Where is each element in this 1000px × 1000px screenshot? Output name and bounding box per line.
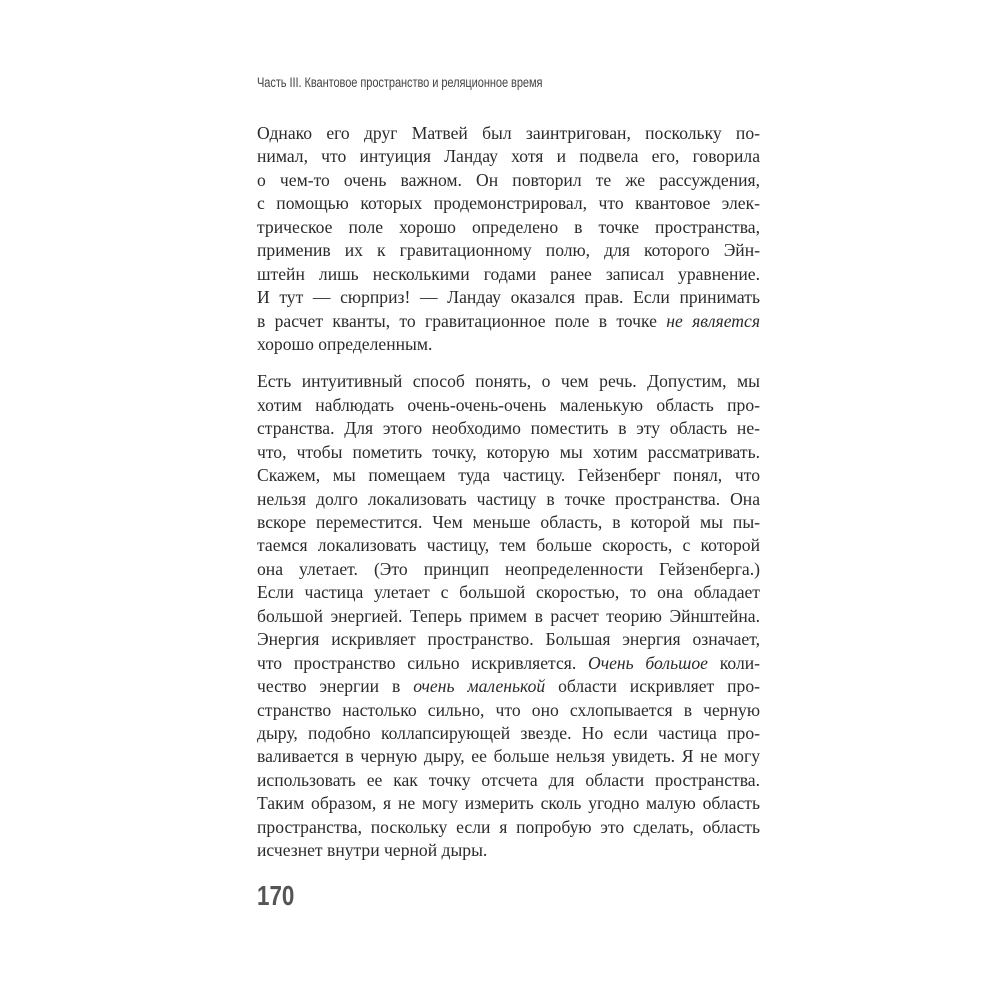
text-line [257,394,760,417]
text-line [257,511,760,534]
text-segment: применив их к гравитационному полю, для которого Эйн- [257,240,760,261]
body-text [257,122,760,877]
text-segment: Таким образом, я не могу измерить сколь угодно малую область [257,793,760,814]
text-segment: валивается в черную дыру, ее больше нельзя увидеть. Я не могу [257,746,760,767]
text-line [257,628,760,651]
text-segment: нимал, что интуиция Ландау хотя и подвела его, говорила [257,146,760,167]
text-segment: таемся локализовать частицу, тем больше скорость, с которой [257,535,760,556]
text-line [257,816,760,839]
text-line [257,169,760,192]
text-line [257,286,760,309]
text-segment: области искривляет про- [545,676,760,697]
text-segment: чество энергии в [257,676,414,697]
text-line [257,464,760,487]
text-segment: хотим наблюдать очень-очень-очень маленькую область про- [257,394,760,415]
text-line [257,239,760,262]
italic-text: не является [666,310,761,331]
text-line [257,675,760,698]
text-segment: трическое поле хорошо определено в точке пространства, [257,216,760,237]
text-segment: нельзя долго локализовать частицу в точке пространства. Она [257,488,760,509]
text-segment: Однако его друг Матвей был заинтригован, поскольку по- [257,123,760,143]
text-line [257,652,760,675]
text-line [257,310,760,333]
text-line [257,216,760,239]
italic-text: Очень большое [588,652,708,673]
text-line [257,441,760,464]
text-line [257,192,760,215]
text-line [257,558,760,581]
text-segment: И тут — сюрприз! — Ландау оказался прав. Если принимать [257,287,760,308]
text-segment: коли- [707,652,761,673]
text-line [257,581,760,604]
italic-text: очень маленькой [413,676,546,697]
text-segment: о чем-то очень важном. Он повторил те же рассуждения, [257,169,760,190]
text-line [257,263,760,286]
text-segment: что, чтобы пометить точку, которую мы хотим рассматривать. [257,441,760,462]
text-line [257,605,760,628]
text-segment: что пространство сильно искривляется. [257,652,589,673]
page-number: 170 [257,880,295,911]
text-segment: Есть интуитивный способ понять, о чем речь. Допустим, мы [257,371,760,392]
text-segment: странство настолько сильно, что оно схлопывается в черную [257,699,760,720]
text-segment: пространства, поскольку если я попробую это сделать, область [257,816,760,837]
text-segment: Энергия искривляет пространство. Большая энергия означает, [257,629,760,650]
text-line [257,417,760,440]
text-segment: большой энергией. Теперь примем в расчет теорию Эйнштейна. [257,605,760,626]
text-segment: использовать ее как точку отсчета для области пространства. [257,769,760,790]
text-segment: вскоре переместится. Чем меньше область, в которой мы пы- [257,512,760,532]
text-segment: исчезнет внутри черной дыры. [257,840,488,861]
text-line [257,488,760,511]
text-segment: дыру, подобно коллапсирующей звезде. Но если частица про- [257,722,760,743]
text-segment: Скажем, мы помещаем туда частицу. Гейзенберг понял, что [257,465,760,486]
text-segment: штейн лишь несколькими годами ранее записал уравнение. [257,263,760,284]
text-line [257,333,760,356]
text-line [257,792,760,815]
text-line [257,370,760,393]
text-line [257,122,760,145]
text-line [257,722,760,745]
text-line [257,534,760,557]
text-segment: Если частица улетает с большой скоростью, то она обладает [257,582,760,603]
text-line [257,769,760,792]
text-segment: странства. Для этого необходимо поместить в эту область не- [257,418,760,439]
text-segment: в расчет кванты, то гравитационное поле в точке [257,310,667,331]
running-head: Часть III. Квантовое пространство и реляционное время [257,75,543,90]
text-segment: хорошо определенным. [257,333,433,354]
text-segment: она улетает. (Это принцип неопределенности Гейзенберга.) [257,558,760,579]
text-segment: с помощью которых продемонстрировал, что квантовое элек- [257,193,760,214]
text-line [257,745,760,768]
text-line [257,145,760,168]
paragraph [257,370,760,862]
text-line [257,699,760,722]
paragraph [257,122,760,356]
text-line [257,839,760,862]
